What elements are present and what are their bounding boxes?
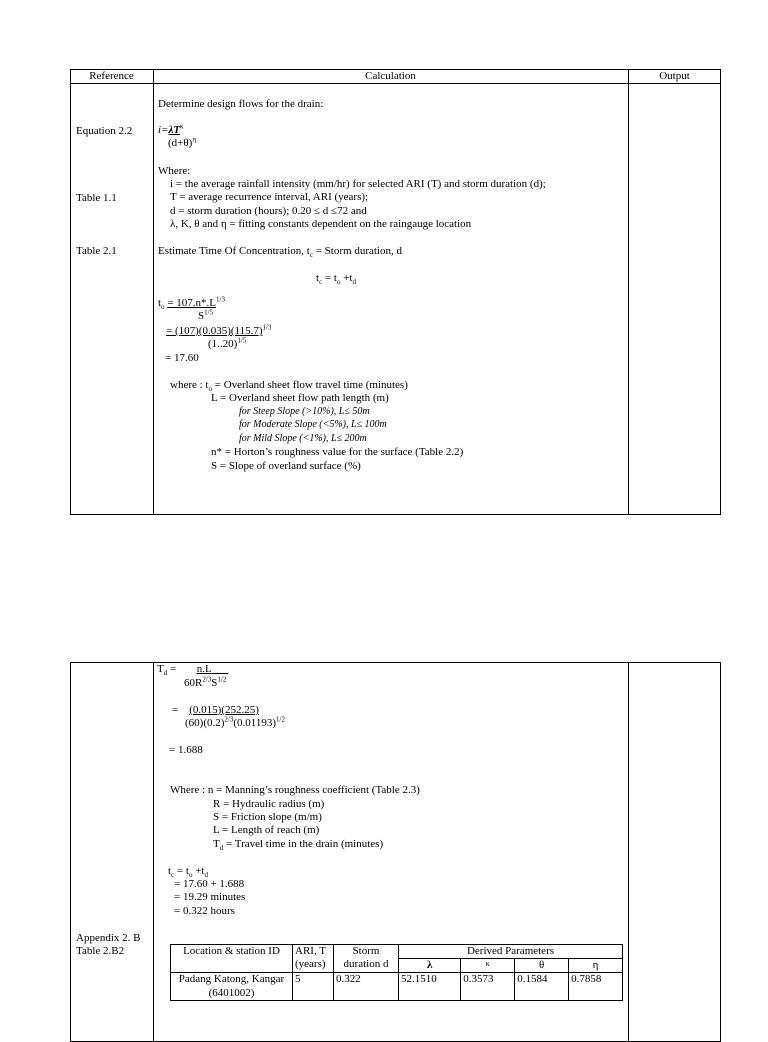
header-calculation: Calculation <box>365 70 416 82</box>
ifd-param-kappa: κ <box>461 959 515 973</box>
where2-nstar: n* = Horton’s roughness value for the surface (Table 2.2) <box>211 446 464 458</box>
to-equation-denominator: $S^{1/5}$ <box>198 308 214 322</box>
ifd-cell-eta: 0.7858 <box>569 973 623 1000</box>
slope-moderate: for Moderate Slope (<5%), L≤ 100m <box>239 419 387 430</box>
table2-col-divider-2 <box>628 662 629 1042</box>
ifd-cell-ari: 5 <box>293 973 334 1000</box>
ifd-cell-location: Padang Katong, Kangar (6401002) <box>171 973 293 1000</box>
tc-line-1: $t_c = t_o +t_d$ <box>168 865 208 880</box>
td-substitution-denominator: $(60)(0.2)^{2/3}(0.01193)^{1/2}$ <box>185 715 285 729</box>
ifd-header-row <box>171 945 623 959</box>
ifd-data-row <box>171 973 623 1000</box>
tc-line-2: = 17.60 + 1.688 <box>174 878 245 890</box>
where-heading: Where: <box>158 165 191 177</box>
to-result: = 17.60 <box>165 352 199 364</box>
where2-slope: S = Slope of overland surface (%) <box>211 460 361 472</box>
ref-table-2b2: Table 2.B2 <box>76 945 125 957</box>
to-substitution: = $(107)(0.035)(115.7)^{1/3}$ <box>166 323 272 337</box>
where2-L: L = Overland sheet flow path length (m) <box>211 392 389 404</box>
where3-S: S = Friction slope (m/m) <box>213 811 322 823</box>
ref-equation-2-2: Equation 2.2 <box>76 125 133 137</box>
ifd-cell-lambda: 52.1510 <box>399 973 461 1000</box>
ref-table-2-1: Table 2.1 <box>76 245 117 257</box>
ifd-header-ari: ARI, T (years) <box>293 945 334 973</box>
where-line-d: d = storm duration (hours); 0.20 ≤ d ≤72 and <box>170 205 367 217</box>
ref-table-1-1: Table 1.1 <box>76 192 117 204</box>
td-substitution: = (0.015)(252.25) <box>172 704 259 716</box>
where3-Td: $T_d$ = Travel time in the drain (minutes) <box>213 838 384 853</box>
ifd-param-eta: η <box>569 959 623 973</box>
td-equation: $T_d = n.L$ <box>157 663 212 678</box>
equation-intensity-denominator: $(d+\theta)^\eta$ <box>168 135 196 149</box>
tc-line-3: = 19.29 minutes <box>174 891 246 903</box>
table1-col-divider-1 <box>153 69 154 515</box>
ifd-header-location: Location & station ID <box>171 945 293 973</box>
where3-R: R = Hydraulic radius (m) <box>213 798 325 810</box>
ifd-cell-storm: 0.322 <box>334 973 399 1000</box>
header-reference: Reference <box>89 70 134 82</box>
estimate-tc-heading: Estimate Time Of Concentration, $t_c$ = Storm duration, d <box>158 245 402 260</box>
td-equation-denominator: $60R^{2/3}S^{1/2}$ <box>184 675 227 689</box>
where3-n: Where : n = Manning’s roughness coefficient (Table 2.3) <box>170 784 420 796</box>
calc-intro: Determine design flows for the drain: <box>158 98 324 110</box>
tc-line-4: = 0.322 hours <box>174 905 235 917</box>
td-result: = 1.688 <box>169 744 203 756</box>
equation-intensity: $i=\lambda T^\kappa$ <box>158 122 184 136</box>
ifd-param-theta: θ <box>515 959 569 973</box>
header-output: Output <box>659 70 690 82</box>
slope-steep: for Steep Slope (>10%), L≤ 50m <box>239 406 370 417</box>
table1-col-divider-2 <box>628 69 629 515</box>
where2-to: where : $t_o$ = Overland sheet flow travel time (minutes) <box>170 379 408 394</box>
tc-equation: $t_c = t_o +t_d$ <box>316 272 356 287</box>
table2-col-divider-1 <box>153 662 154 1042</box>
to-equation: $t_o = 107.n*.L^{1/3}$ <box>158 295 225 312</box>
ifd-cell-theta: 0.1584 <box>515 973 569 1000</box>
slope-mild: for Mild Slope (<1%), L≤ 200m <box>239 433 367 444</box>
ifd-header-derived: Derived Parameters <box>399 945 623 959</box>
where-line-T: T = average recurrence interval, ARI (years); <box>170 191 369 203</box>
to-substitution-denominator: $(1..20)^{1/5}$ <box>208 336 247 350</box>
ifd-param-lambda: λ <box>399 959 461 973</box>
where3-L: L = Length of reach (m) <box>213 824 320 836</box>
ifd-parameter-table <box>170 944 623 1001</box>
ref-appendix: Appendix 2. B <box>76 932 141 944</box>
where-line-constants: λ, K, θ and η = fitting constants dependent on the raingauge location <box>170 218 472 230</box>
ifd-cell-kappa: 0.3573 <box>461 973 515 1000</box>
where-line-i: i = the average rainfall intensity (mm/hr) for selected ARI (T) and storm duration (d); <box>170 178 546 190</box>
ifd-header-storm: Storm duration d <box>334 945 399 973</box>
